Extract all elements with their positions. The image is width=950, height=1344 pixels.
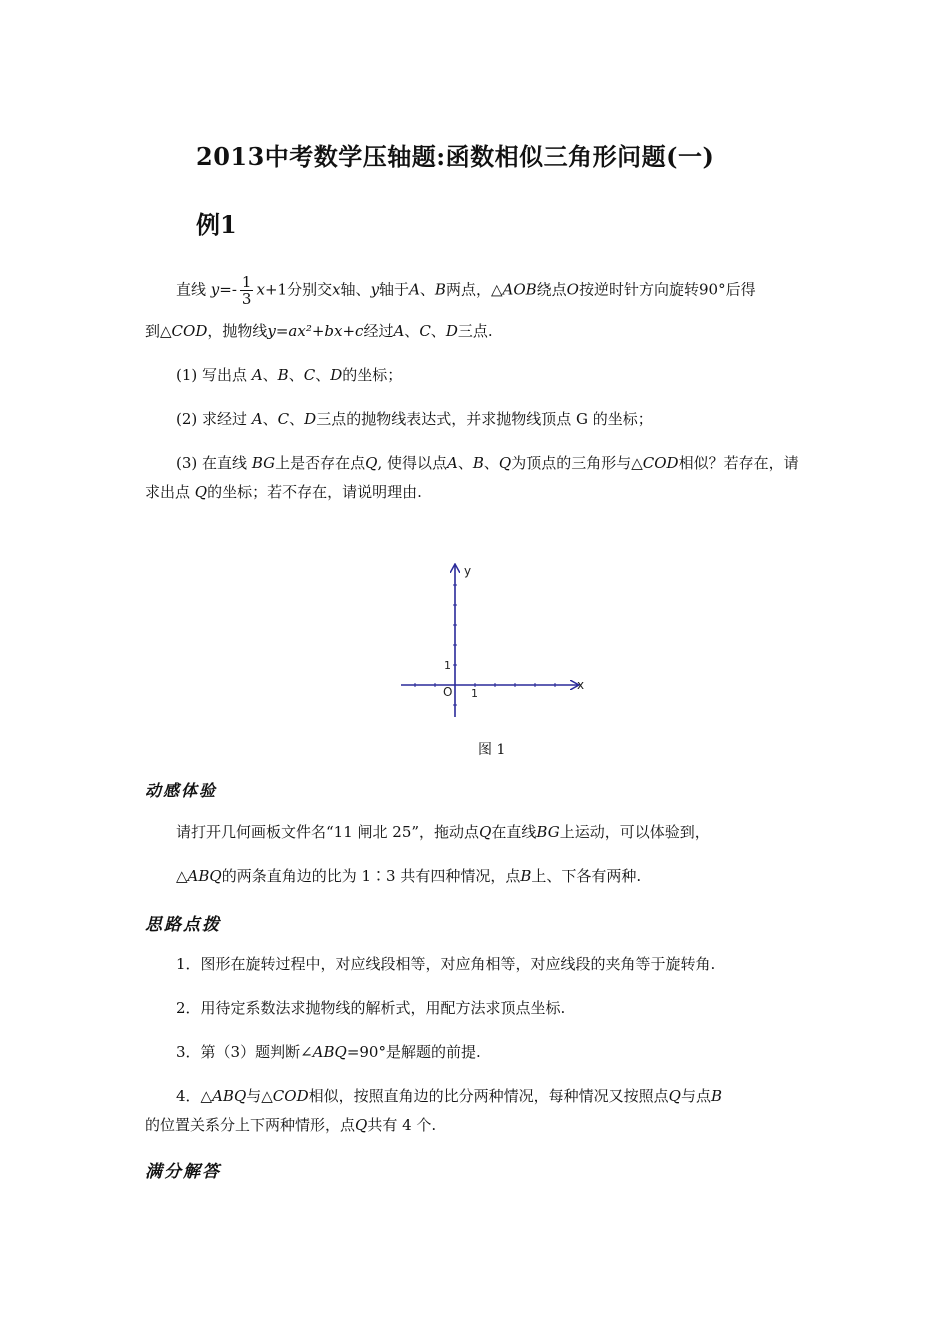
math-var: Q <box>194 483 208 501</box>
text: 相似？若存在，请 <box>678 454 799 472</box>
math-var: Q <box>355 1116 368 1134</box>
text: (3) 在直线 <box>176 454 248 472</box>
page-title: 2013中考数学压轴题:函数相似三角形问题(一) <box>196 142 715 171</box>
text: ，抛物线 <box>207 322 268 340</box>
fraction <box>240 274 254 307</box>
math-var: x <box>332 280 341 299</box>
math-var: Q <box>498 454 512 472</box>
text: 绕点 <box>536 280 567 299</box>
figure-caption: 图 1 <box>478 742 506 758</box>
fraction-numerator: 1 <box>241 273 252 291</box>
question-3-line-2 <box>145 482 422 502</box>
hint-4-line-1 <box>176 1086 722 1106</box>
text: =90°是解题的前提. <box>346 1043 481 1061</box>
text: 、 <box>404 322 420 340</box>
text: 、 <box>289 410 305 428</box>
text: 、 <box>315 366 331 384</box>
text: 上、下各有两种. <box>531 867 642 885</box>
math-var: ABQ <box>212 1087 247 1105</box>
math-var: Q <box>668 1087 681 1105</box>
math-var: ABQ <box>187 867 222 885</box>
math-var: B <box>434 280 446 299</box>
section-heading-hints: 思路点拨 <box>145 915 221 935</box>
math-var: C <box>277 410 290 428</box>
origin-label: O <box>443 685 453 699</box>
math-var: AOB <box>502 280 537 299</box>
question-2 <box>176 409 653 429</box>
text: 经过 <box>363 322 394 340</box>
math-var: A <box>251 410 263 428</box>
math-var: B <box>520 867 532 885</box>
text: 两点，△ <box>445 280 503 299</box>
text: 求出点 <box>145 483 191 501</box>
text: 、 <box>483 454 499 472</box>
section-heading-answer: 满分解答 <box>145 1162 221 1182</box>
text: (2) 求经过 <box>176 410 248 428</box>
dynamic-line-2 <box>176 866 641 886</box>
example-heading: 例1 <box>196 210 237 239</box>
y-axis-label: y <box>464 564 472 578</box>
math-var: D <box>304 410 317 428</box>
text: 的两条直角边的比为 1∶3 共有四种情况，点 <box>221 867 521 885</box>
text: , 使得以点 <box>377 454 447 472</box>
text: 3．第（3）题判断∠ <box>176 1043 313 1061</box>
text: 三点的抛物线表达式，并求抛物线顶点 G 的坐标； <box>316 410 653 428</box>
text: 上运动，可以体验到， <box>559 823 710 841</box>
text: 、 <box>457 454 473 472</box>
coordinate-figure <box>395 560 595 725</box>
text: 按逆时针方向旋转90°后得 <box>578 280 756 299</box>
problem-line-1 <box>176 274 756 307</box>
math-op: +1 <box>264 280 288 299</box>
text: 共有 4 个. <box>367 1116 437 1134</box>
math-op: =- <box>219 280 237 299</box>
text: 轴、 <box>340 280 371 299</box>
math-var: A <box>409 280 420 299</box>
math-var: D <box>330 366 343 384</box>
question-1 <box>176 365 402 385</box>
hint-1: 1．图形在旋转过程中，对应线段相等，对应角相等，对应线段的夹角等于旋转角. <box>176 955 716 973</box>
math-var: Q <box>479 823 492 841</box>
text: 相似，按照直角边的比分两种情况，每种情况又按照点 <box>308 1087 669 1105</box>
math-var: COD <box>272 1087 309 1105</box>
text: 、 <box>430 322 446 340</box>
section-heading-dynamic: 动感体验 <box>145 781 218 800</box>
x-tick-label: 1 <box>471 687 478 700</box>
math-var: A <box>446 454 458 472</box>
text: 、 <box>262 410 278 428</box>
math-var: ABQ <box>312 1043 347 1061</box>
math-var: BG <box>536 823 560 841</box>
text: 与点 <box>680 1087 711 1105</box>
text: 、 <box>419 280 435 299</box>
math-var: O <box>566 280 579 299</box>
text: 轴于 <box>379 280 410 299</box>
text: 的坐标； <box>342 366 403 384</box>
math-var: A <box>251 366 263 384</box>
math-var: y <box>370 280 380 299</box>
x-axis-label: x <box>577 678 585 692</box>
text: 与△ <box>246 1087 273 1105</box>
dynamic-line-1 <box>176 822 710 842</box>
math-var: A <box>393 322 405 340</box>
math-var: y <box>210 280 220 299</box>
axis-ticks <box>415 585 555 705</box>
math-var: B <box>710 1087 722 1105</box>
y-tick-label: 1 <box>444 659 451 672</box>
math-var: Q <box>365 454 378 472</box>
text: 为顶点的三角形与△ <box>511 454 643 472</box>
text: (1) 写出点 <box>176 366 248 384</box>
text: 4．△ <box>176 1087 213 1105</box>
math-var: x <box>256 280 265 299</box>
text: 请打开几何画板文件名“11 闸北 25”，拖动点 <box>176 823 480 841</box>
text: 的坐标；若不存在，请说明理由. <box>207 483 422 501</box>
question-3-line-1 <box>176 453 799 473</box>
text: 三点. <box>457 322 493 340</box>
hint-2: 2．用待定系数法求抛物线的解析式，用配方法求顶点坐标. <box>176 999 566 1017</box>
hint-3 <box>176 1042 481 1062</box>
math-var: COD <box>642 454 679 472</box>
problem-line-2 <box>145 321 493 341</box>
text: 、 <box>262 366 278 384</box>
math-var: B <box>277 366 289 384</box>
text: 分别交 <box>287 280 333 299</box>
hint-4-line-2 <box>145 1115 436 1135</box>
math-var: BG <box>251 454 276 472</box>
text: △ <box>176 867 188 885</box>
text: 的位置关系分上下两种情形，点 <box>145 1116 356 1134</box>
text: 、 <box>288 366 304 384</box>
math-var: COD <box>171 322 208 340</box>
math-var: B <box>472 454 484 472</box>
text: 上是否存在点 <box>275 454 366 472</box>
fraction-denominator: 3 <box>241 290 252 308</box>
math-var: C <box>419 322 431 340</box>
text: 到△ <box>145 322 172 340</box>
math-var: D <box>445 322 458 340</box>
math-expr: y=ax²+bx+c <box>267 322 364 340</box>
text: 在直线 <box>491 823 537 841</box>
math-var: C <box>303 366 316 384</box>
text: 直线 <box>176 280 207 299</box>
